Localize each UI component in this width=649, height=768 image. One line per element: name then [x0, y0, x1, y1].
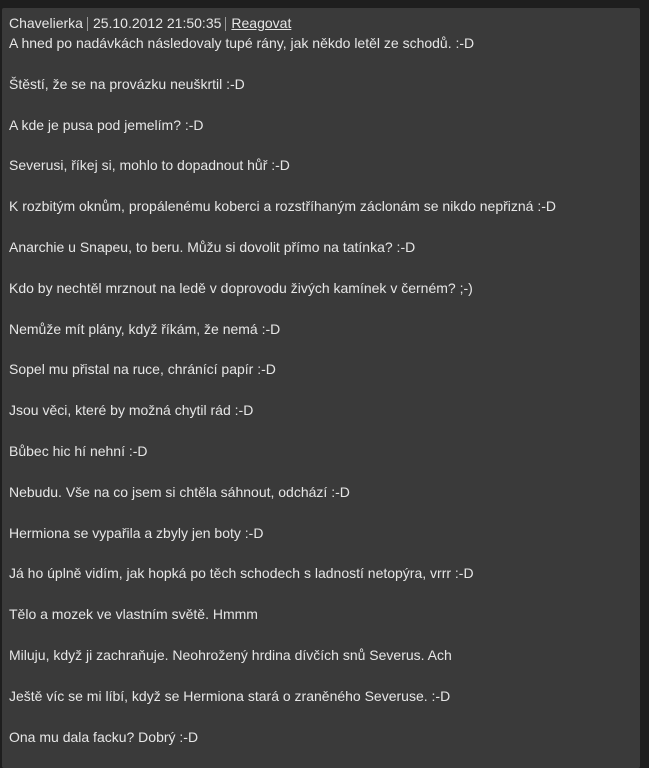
comment-line: Nebudu. Vše na co jsem si chtěla sáhnout, odchází :-D — [9, 483, 350, 500]
comment-line: Anarchie u Snapeu, to beru. Můžu si dovolit přímo na tatínka? :-D — [9, 238, 416, 255]
comment-header — [9, 13, 633, 33]
comment-line: Štěstí, že se na provázku neuškrtil :-D — [9, 75, 245, 92]
comment-line: Kdo by nechtěl mrznout na ledě v doprovodu živých kamínek v černém? ;-) — [9, 279, 473, 296]
comment-card — [2, 8, 640, 768]
comment-line: Ještě víc se mi líbí, když se Hermiona stará o zraněného Severuse. :-D — [9, 687, 451, 704]
header-divider — [87, 17, 88, 31]
comment-author: Chavelierka — [9, 15, 83, 31]
comment-line: Sopel mu přistal na ruce, chránící papír :-D — [9, 361, 276, 378]
header-divider — [225, 17, 226, 31]
comment-line: A kde je pusa pod jemelím? :-D — [9, 116, 204, 133]
comment-line: Miluju, když ji zachraňuje. Neohrožený hrdina dívčích snů Severus. Ach — [9, 646, 452, 663]
comment-line: Severusi, říkej si, mohlo to dopadnout hůř :-D — [9, 157, 290, 174]
comment-timestamp: 25.10.2012 21:50:35 — [92, 15, 222, 31]
comment-line: Tělo a mozek ve vlastním světě. Hmmm — [9, 606, 258, 623]
comment-line: Ona mu dala facku? Dobrý :-D — [9, 728, 199, 745]
comment-line: A hned po nadávkách následovaly tupé rány, jak někdo letěl ze schodů. :-D — [9, 35, 475, 51]
reply-link[interactable]: Reagovat — [231, 15, 292, 31]
comment-line: Bůbec hic hí nehní :-D — [9, 442, 148, 459]
comment-line: Jsou věci, které by možná chytil rád :-D — [9, 402, 254, 419]
comment-line: Já ho úplně vidím, jak hopká po těch schodech s ladností netopýra, vrrr :-D — [9, 565, 474, 582]
comment-line: Nemůže mít plány, když říkám, že nemá :-D — [9, 320, 281, 337]
comment-body — [9, 33, 633, 747]
comment-line: K rozbitým oknům, propálenému koberci a rozstříhaným záclonám se nikdo nepřizná :-D — [9, 198, 557, 215]
comment-line: Hermiona se vypařila a zbyly jen boty :-D — [9, 524, 264, 541]
